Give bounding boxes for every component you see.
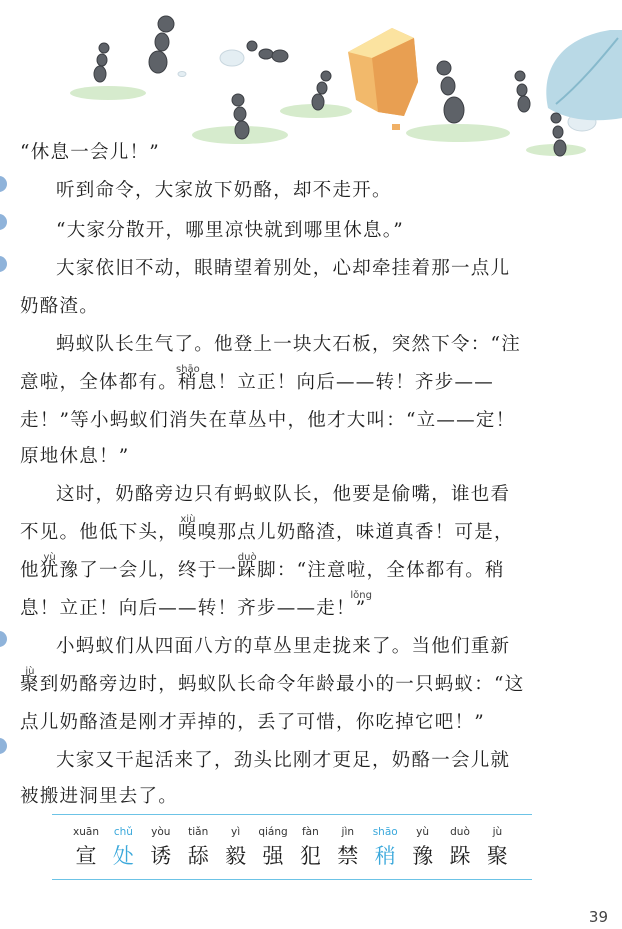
text-line — [20, 364, 495, 394]
vocab-pinyin: yù — [416, 826, 430, 838]
text-line — [20, 590, 372, 620]
page-number: 39 — [588, 908, 608, 926]
annotated-character — [350, 590, 372, 620]
text-line — [20, 410, 515, 432]
text-line — [56, 636, 510, 658]
pinyin-annotation: jù — [25, 666, 35, 677]
vocab-item — [367, 815, 403, 869]
text-segment: “大家分散开，哪里凉快就到哪里休息。” — [56, 220, 404, 241]
text-segment: “休息一会儿！” — [20, 142, 160, 163]
vocab-item — [330, 815, 366, 869]
annotated-char: 跺 — [237, 560, 258, 581]
vocab-item — [180, 815, 216, 869]
text-segment: 奶酪渣。 — [20, 296, 100, 317]
text-segment: 点儿奶酪渣是刚才弄掉的，丢了可惜，你吃掉它吧！” — [20, 712, 485, 733]
cheese-icon — [348, 28, 418, 130]
vocab-character: 处 — [112, 844, 134, 868]
vocab-item — [143, 815, 179, 869]
annotated-char: ” — [355, 598, 367, 619]
annotated-character — [20, 666, 40, 696]
pinyin-annotation: yù — [43, 552, 56, 563]
vocab-character: 稍 — [374, 844, 396, 868]
text-segment: 大家又干起活来了，劲头比刚才更足，奶酪一会儿就 — [56, 750, 511, 771]
text-segment: 意啦，全体都有。 — [20, 372, 179, 393]
text-line — [56, 220, 404, 242]
leaf-icon — [546, 30, 622, 120]
text-line — [20, 552, 505, 582]
margin-dot — [0, 214, 7, 230]
vocab-character: 豫 — [412, 844, 434, 868]
new-characters-box — [52, 814, 532, 880]
vocab-pinyin: yòu — [151, 826, 171, 838]
vocab-character: 毅 — [225, 844, 247, 868]
text-segment: 听到命令，大家放下奶酪，却不走开。 — [56, 180, 392, 201]
vocab-pinyin: jù — [492, 826, 503, 838]
vocab-pinyin: xuān — [73, 826, 99, 838]
vocab-pinyin: chǔ — [113, 826, 133, 838]
text-segment: 嗅那点儿奶酪渣，味道真香！可是， — [197, 522, 514, 543]
text-segment: 不见。他低下头， — [20, 522, 179, 543]
vocab-item — [479, 815, 515, 869]
vocab-character: 禁 — [337, 844, 359, 868]
margin-dot — [0, 631, 7, 647]
annotated-char: 犹 — [39, 560, 60, 581]
text-segment: 息！立正！向后——转！齐步——走！ — [20, 598, 356, 619]
vocab-item — [255, 815, 291, 869]
text-segment: 小蚂蚁们从四面八方的草丛里走拢来了。当他们重新 — [56, 636, 511, 657]
vocab-pinyin: qiáng — [258, 826, 288, 838]
vocab-pinyin: duò — [450, 826, 470, 838]
vocab-pinyin: yì — [231, 826, 241, 838]
text-line — [20, 712, 485, 734]
margin-dot — [0, 256, 7, 272]
margin-dot — [0, 738, 7, 754]
vocab-pinyin: tiǎn — [188, 826, 209, 838]
vocab-character: 聚 — [486, 844, 508, 868]
text-segment: 被搬进洞里去了。 — [20, 786, 179, 807]
text-segment: 原地休息！” — [20, 446, 130, 467]
vocab-item — [105, 815, 141, 869]
text-line — [56, 258, 510, 280]
text-line — [20, 786, 178, 808]
text-segment: 豫了一会儿，终于一 — [59, 560, 238, 581]
text-line — [56, 484, 510, 506]
vocab-pinyin: jìn — [341, 826, 355, 838]
text-line — [20, 446, 129, 468]
annotated-character — [39, 552, 60, 582]
margin-dot — [0, 176, 7, 192]
vocab-character: 诱 — [150, 844, 172, 868]
vocab-item — [442, 815, 478, 869]
vocab-item — [405, 815, 441, 869]
vocab-character: 强 — [262, 844, 284, 868]
vocab-character: 跺 — [449, 844, 471, 868]
vocab-item — [292, 815, 328, 869]
pinyin-annotation: shāo — [175, 364, 200, 375]
text-segment: 息！立正！向后——转！齐步—— — [197, 372, 495, 393]
vocab-pinyin: shāo — [372, 826, 398, 838]
text-line — [20, 514, 514, 544]
vocab-pinyin: fàn — [301, 826, 319, 838]
annotated-char: 稍 — [178, 372, 198, 393]
text-segment: 到奶酪旁边时，蚂蚁队长命令年龄最小的一只蚂蚁：“这 — [39, 674, 525, 695]
vocab-character: 宣 — [75, 844, 97, 868]
pinyin-annotation: lǒng — [350, 590, 372, 601]
text-segment: 脚：“注意啦，全体都有。稍 — [257, 560, 505, 581]
vocab-item — [218, 815, 254, 869]
text-line — [56, 334, 521, 356]
vocab-character: 犯 — [299, 844, 321, 868]
text-line — [56, 180, 392, 202]
text-segment: 蚂蚁队长生气了。他登上一块大石板，突然下令：“注 — [56, 334, 521, 355]
vocab-character: 舔 — [187, 844, 209, 868]
text-line — [56, 750, 510, 772]
text-segment: 这时，奶酪旁边只有蚂蚁队长，他要是偷嘴，谁也看 — [56, 484, 511, 505]
pinyin-annotation: duò — [237, 552, 257, 563]
annotated-character — [178, 514, 198, 544]
annotated-char: 嗅 — [178, 522, 198, 543]
text-line — [20, 666, 525, 696]
text-segment: 他 — [20, 560, 40, 581]
annotated-char: 聚 — [20, 674, 40, 695]
text-line — [20, 142, 160, 164]
annotated-character — [237, 552, 258, 582]
annotated-character — [175, 364, 200, 394]
text-line — [20, 296, 99, 318]
vocab-item — [68, 815, 104, 869]
pinyin-annotation: xiù — [180, 514, 196, 525]
text-segment: 大家依旧不动，眼睛望着别处，心却牵挂着那一点儿 — [56, 258, 511, 279]
text-segment: 走！”等小蚂蚁们消失在草丛中，他才大叫：“立——定！ — [20, 410, 516, 431]
